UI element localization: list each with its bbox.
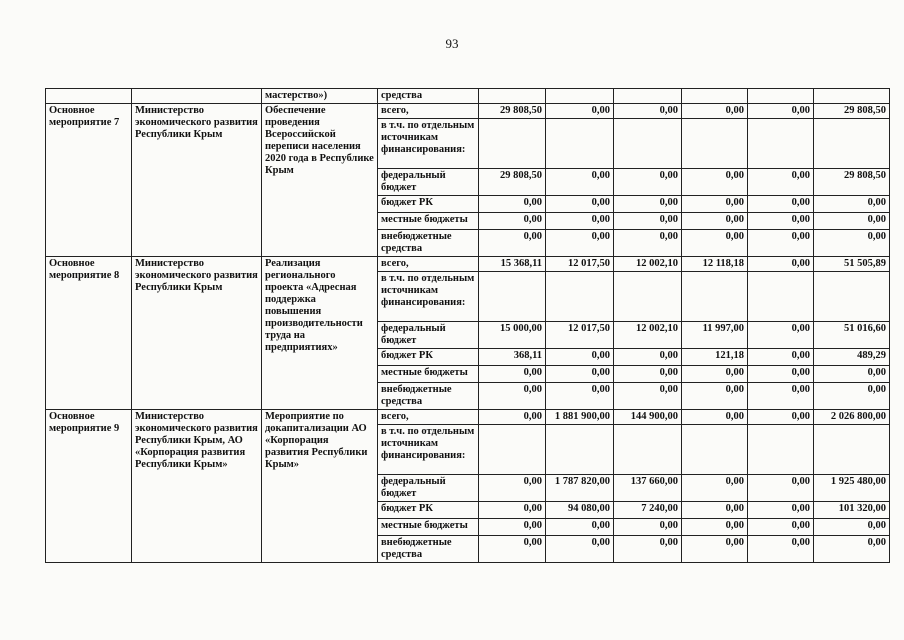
value-cell xyxy=(748,119,814,169)
value-cell xyxy=(814,272,890,322)
value-cell: 0,00 xyxy=(479,502,546,519)
value-cell: 0,00 xyxy=(748,475,814,502)
value-cell xyxy=(814,89,890,104)
value-cell: 0,00 xyxy=(748,230,814,257)
executor-cell: Министерство экономического развития Республики Крым xyxy=(132,104,262,257)
value-cell: 0,00 xyxy=(479,213,546,230)
content-cell: Реализация регионального проекта «Адресная поддержка повышения производительности труда на предприятиях» xyxy=(262,257,378,410)
value-cell: 11 997,00 xyxy=(682,322,748,349)
value-cell: 0,00 xyxy=(614,383,682,410)
value-cell xyxy=(479,425,546,475)
funding-source-cell: всего, xyxy=(378,104,479,119)
value-cell: 144 900,00 xyxy=(614,410,682,425)
value-cell xyxy=(546,119,614,169)
activity-name-cell: Основное мероприятие 8 xyxy=(46,257,132,410)
value-cell: 0,00 xyxy=(682,502,748,519)
value-cell: 0,00 xyxy=(748,519,814,536)
value-cell: 0,00 xyxy=(546,196,614,213)
funding-source-cell: бюджет РК xyxy=(378,502,479,519)
value-cell: 0,00 xyxy=(748,383,814,410)
table-row xyxy=(46,104,890,119)
value-cell xyxy=(748,89,814,104)
value-cell xyxy=(748,425,814,475)
activity-name-cell xyxy=(46,89,132,104)
value-cell: 121,18 xyxy=(682,349,748,366)
value-cell: 0,00 xyxy=(614,230,682,257)
value-cell xyxy=(748,272,814,322)
value-cell: 0,00 xyxy=(814,230,890,257)
funding-source-cell: внебюджетные средства xyxy=(378,536,479,563)
value-cell: 0,00 xyxy=(814,366,890,383)
funding-source-cell: федеральный бюджет xyxy=(378,322,479,349)
value-cell: 15 000,00 xyxy=(479,322,546,349)
funding-source-cell: внебюджетные средства xyxy=(378,383,479,410)
value-cell xyxy=(614,119,682,169)
executor-cell xyxy=(132,89,262,104)
activity-name-cell: Основное мероприятие 9 xyxy=(46,410,132,563)
content-cell: Мероприятие по докапитализации АО «Корпорация развития Республики Крым» xyxy=(262,410,378,563)
table-row xyxy=(46,257,890,272)
value-cell: 1 787 820,00 xyxy=(546,475,614,502)
value-cell: 0,00 xyxy=(682,475,748,502)
value-cell: 0,00 xyxy=(546,366,614,383)
value-cell: 1 925 480,00 xyxy=(814,475,890,502)
funding-source-cell: средства xyxy=(378,89,479,104)
value-cell: 137 660,00 xyxy=(614,475,682,502)
value-cell: 0,00 xyxy=(748,213,814,230)
value-cell xyxy=(479,272,546,322)
table-row xyxy=(46,410,890,425)
value-cell: 0,00 xyxy=(748,196,814,213)
value-cell: 0,00 xyxy=(614,196,682,213)
value-cell: 0,00 xyxy=(546,104,614,119)
value-cell: 1 881 900,00 xyxy=(546,410,614,425)
value-cell: 0,00 xyxy=(748,366,814,383)
funding-source-cell: бюджет РК xyxy=(378,196,479,213)
value-cell: 94 080,00 xyxy=(546,502,614,519)
funding-source-cell: местные бюджеты xyxy=(378,366,479,383)
value-cell xyxy=(546,89,614,104)
value-cell: 489,29 xyxy=(814,349,890,366)
value-cell: 368,11 xyxy=(479,349,546,366)
value-cell: 0,00 xyxy=(814,383,890,410)
value-cell: 29 808,50 xyxy=(479,169,546,196)
value-cell: 0,00 xyxy=(614,519,682,536)
value-cell: 0,00 xyxy=(546,213,614,230)
value-cell xyxy=(546,425,614,475)
value-cell: 0,00 xyxy=(546,169,614,196)
value-cell: 0,00 xyxy=(479,519,546,536)
value-cell: 0,00 xyxy=(748,410,814,425)
value-cell: 0,00 xyxy=(682,536,748,563)
value-cell: 0,00 xyxy=(546,349,614,366)
value-cell xyxy=(546,272,614,322)
value-cell: 0,00 xyxy=(748,169,814,196)
value-cell: 12 002,10 xyxy=(614,257,682,272)
executor-cell: Министерство экономического развития Республики Крым xyxy=(132,257,262,410)
value-cell: 0,00 xyxy=(682,169,748,196)
value-cell xyxy=(614,89,682,104)
value-cell: 0,00 xyxy=(814,519,890,536)
value-cell: 51 016,60 xyxy=(814,322,890,349)
funding-source-cell: федеральный бюджет xyxy=(378,169,479,196)
value-cell xyxy=(479,119,546,169)
value-cell: 0,00 xyxy=(814,536,890,563)
content-cell: мастерство») xyxy=(262,89,378,104)
value-cell: 0,00 xyxy=(479,475,546,502)
value-cell: 0,00 xyxy=(748,349,814,366)
value-cell: 51 505,89 xyxy=(814,257,890,272)
value-cell: 0,00 xyxy=(682,104,748,119)
value-cell: 0,00 xyxy=(546,230,614,257)
value-cell: 2 026 800,00 xyxy=(814,410,890,425)
value-cell xyxy=(479,89,546,104)
value-cell: 0,00 xyxy=(682,196,748,213)
value-cell: 0,00 xyxy=(748,104,814,119)
value-cell xyxy=(682,89,748,104)
value-cell: 0,00 xyxy=(479,366,546,383)
value-cell: 0,00 xyxy=(748,502,814,519)
funding-source-cell: местные бюджеты xyxy=(378,213,479,230)
value-cell: 0,00 xyxy=(682,383,748,410)
value-cell: 0,00 xyxy=(814,196,890,213)
value-cell: 29 808,50 xyxy=(814,169,890,196)
value-cell: 0,00 xyxy=(814,213,890,230)
value-cell: 0,00 xyxy=(479,383,546,410)
value-cell xyxy=(614,425,682,475)
value-cell: 7 240,00 xyxy=(614,502,682,519)
value-cell: 0,00 xyxy=(682,519,748,536)
value-cell xyxy=(682,119,748,169)
funding-source-cell: внебюджетные средства xyxy=(378,230,479,257)
funding-source-cell: всего, xyxy=(378,410,479,425)
value-cell: 0,00 xyxy=(614,536,682,563)
value-cell: 0,00 xyxy=(682,410,748,425)
value-cell xyxy=(682,272,748,322)
value-cell: 29 808,50 xyxy=(814,104,890,119)
page-number: 93 xyxy=(445,36,459,51)
value-cell xyxy=(814,425,890,475)
value-cell xyxy=(682,425,748,475)
value-cell xyxy=(614,272,682,322)
value-cell: 0,00 xyxy=(748,536,814,563)
activity-name-cell: Основное мероприятие 7 xyxy=(46,104,132,257)
budget-table xyxy=(45,88,890,563)
value-cell: 0,00 xyxy=(614,169,682,196)
value-cell: 101 320,00 xyxy=(814,502,890,519)
value-cell: 0,00 xyxy=(479,410,546,425)
value-cell: 0,00 xyxy=(614,366,682,383)
funding-source-cell: бюджет РК xyxy=(378,349,479,366)
value-cell: 12 017,50 xyxy=(546,257,614,272)
continuation-row xyxy=(46,89,890,104)
value-cell: 0,00 xyxy=(682,230,748,257)
value-cell: 0,00 xyxy=(546,536,614,563)
value-cell: 0,00 xyxy=(546,519,614,536)
funding-source-cell: в т.ч. по отдельным источникам финансирования: xyxy=(378,119,479,169)
funding-source-cell: в т.ч. по отдельным источникам финансирования: xyxy=(378,425,479,475)
value-cell: 0,00 xyxy=(682,366,748,383)
value-cell: 0,00 xyxy=(479,230,546,257)
value-cell: 0,00 xyxy=(479,536,546,563)
executor-cell: Министерство экономического развития Республики Крым, АО «Корпорация развития Республики Крым» xyxy=(132,410,262,563)
value-cell: 0,00 xyxy=(546,383,614,410)
funding-source-cell: в т.ч. по отдельным источникам финансирования: xyxy=(378,272,479,322)
value-cell: 0,00 xyxy=(479,196,546,213)
funding-source-cell: федеральный бюджет xyxy=(378,475,479,502)
value-cell xyxy=(814,119,890,169)
content-cell: Обеспечение проведения Всероссийской переписи населения 2020 года в Республике Крым xyxy=(262,104,378,257)
funding-source-cell: всего, xyxy=(378,257,479,272)
value-cell: 12 017,50 xyxy=(546,322,614,349)
value-cell: 0,00 xyxy=(614,104,682,119)
value-cell: 12 118,18 xyxy=(682,257,748,272)
value-cell: 0,00 xyxy=(748,257,814,272)
funding-source-cell: местные бюджеты xyxy=(378,519,479,536)
value-cell: 12 002,10 xyxy=(614,322,682,349)
value-cell: 29 808,50 xyxy=(479,104,546,119)
value-cell: 15 368,11 xyxy=(479,257,546,272)
value-cell: 0,00 xyxy=(682,213,748,230)
value-cell: 0,00 xyxy=(614,213,682,230)
value-cell: 0,00 xyxy=(614,349,682,366)
value-cell: 0,00 xyxy=(748,322,814,349)
